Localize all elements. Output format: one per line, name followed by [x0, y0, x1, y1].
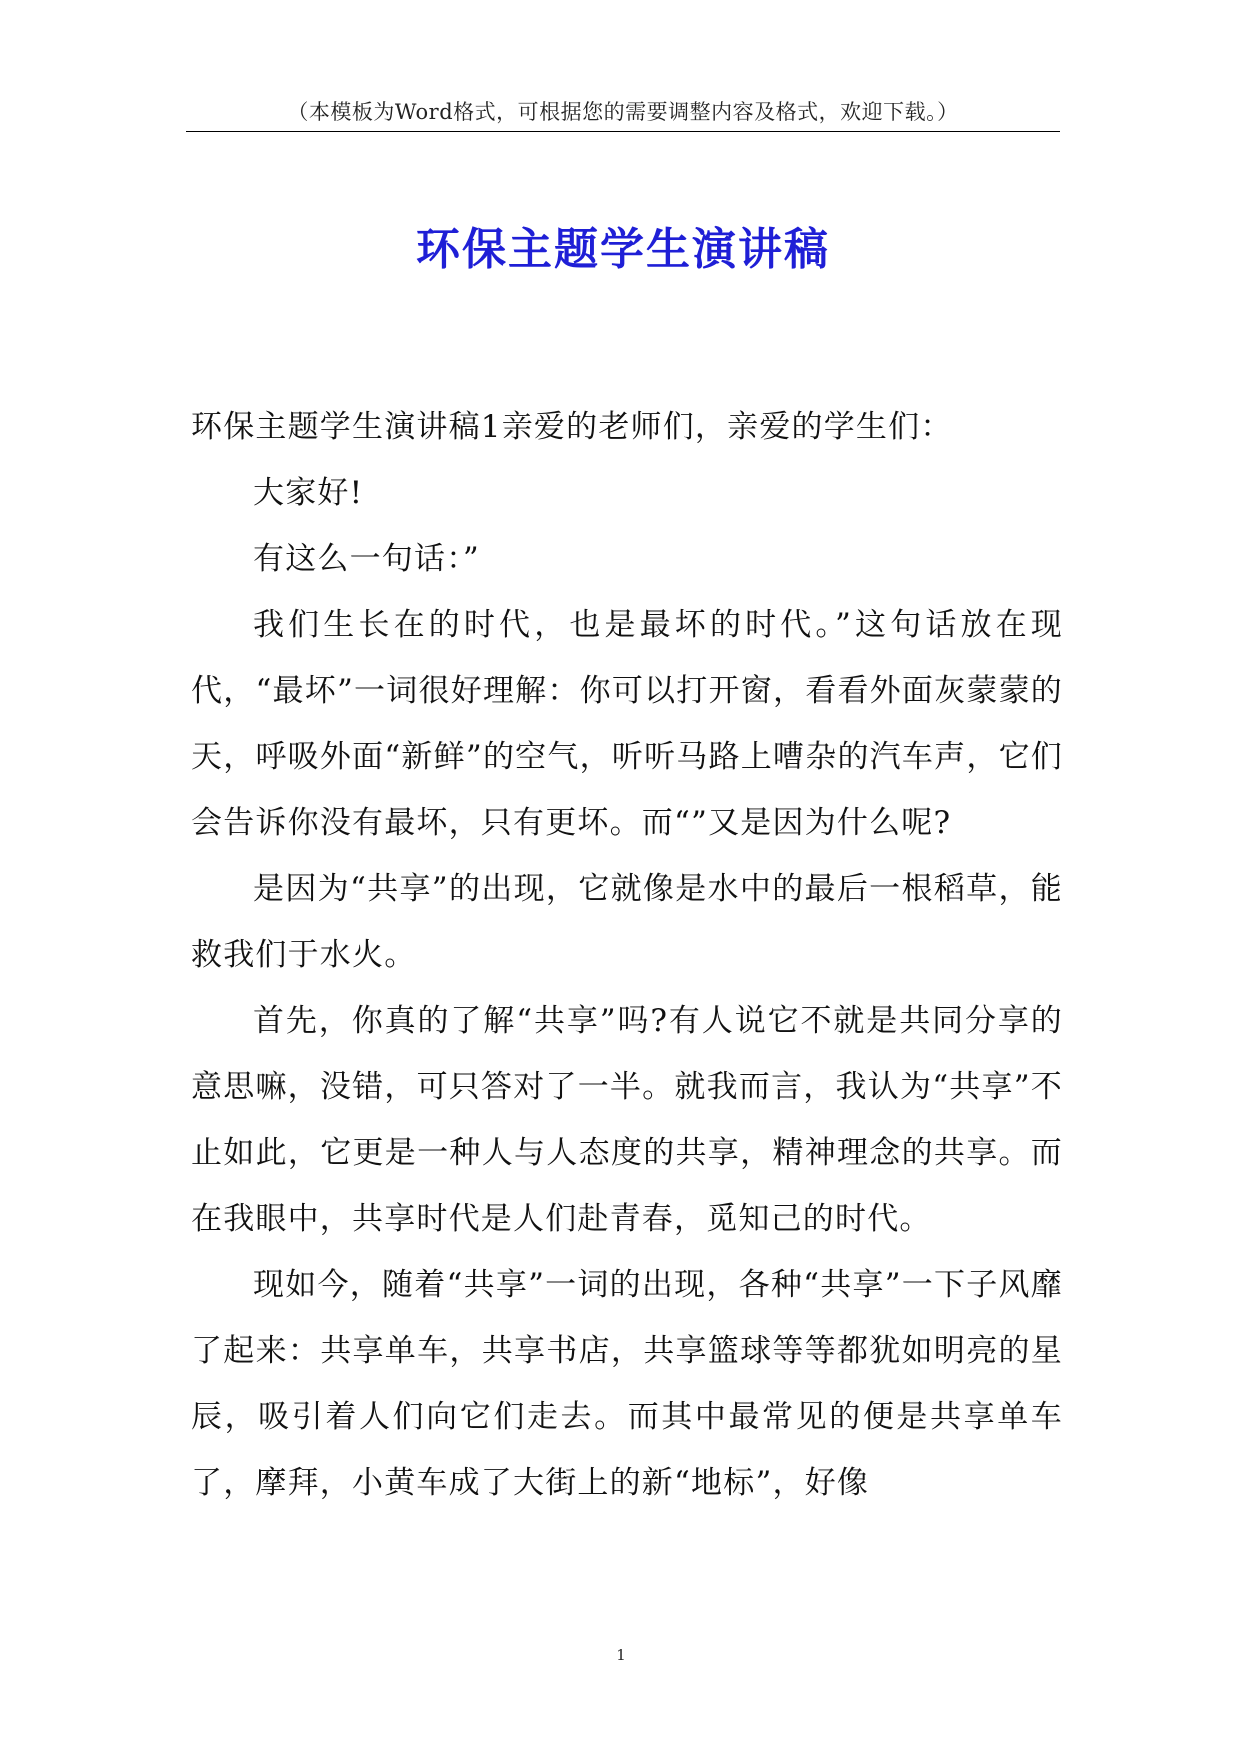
paragraph: 有这么一句话：”: [253, 541, 480, 577]
paragraph: 环保主题学生演讲稿1亲爱的老师们，亲爱的学生们：: [191, 409, 953, 445]
header-note: （本模板为Word格式，可根据您的需要调整内容及格式，欢迎下载。）: [287, 100, 959, 124]
page-number: 1: [616, 1646, 626, 1664]
document-body: [191, 394, 1063, 1516]
header-divider: [186, 131, 1060, 132]
paragraph: 是因为“共享”的出现，它就像是水中的最后一根稻草，能救我们于水火。: [191, 871, 1063, 973]
paragraph: 首先，你真的了解“共享”吗?有人说它不就是共同分享的意思嘛，没错，可只答对了一半。就我而言，我认为“共享”不止如此，它更是一种人与人态度的共享，精神理念的共享。而在我眼中，共享时代是人们赴青春，觅知己的时代。: [191, 1003, 1063, 1237]
document-title: 环保主题学生演讲稿: [416, 224, 830, 275]
paragraph: 我们生长在的时代，也是最坏的时代。”这句话放在现代，“最坏”一词很好理解：你可以打开窗，看看外面灰蒙蒙的天，呼吸外面“新鲜”的空气，听听马路上嘈杂的汽车声，它们会告诉你没有最坏，只有更坏。而“”又是因为什么呢?: [191, 607, 1063, 841]
paragraph: 大家好!: [253, 475, 364, 511]
paragraph: 现如今，随着“共享”一词的出现，各种“共享”一下子风靡了起来：共享单车，共享书店，共享篮球等等都犹如明亮的星辰，吸引着人们向它们走去。而其中最常见的便是共享单车了，摩拜，小黄车成了大街上的新“地标”，好像: [191, 1267, 1063, 1501]
